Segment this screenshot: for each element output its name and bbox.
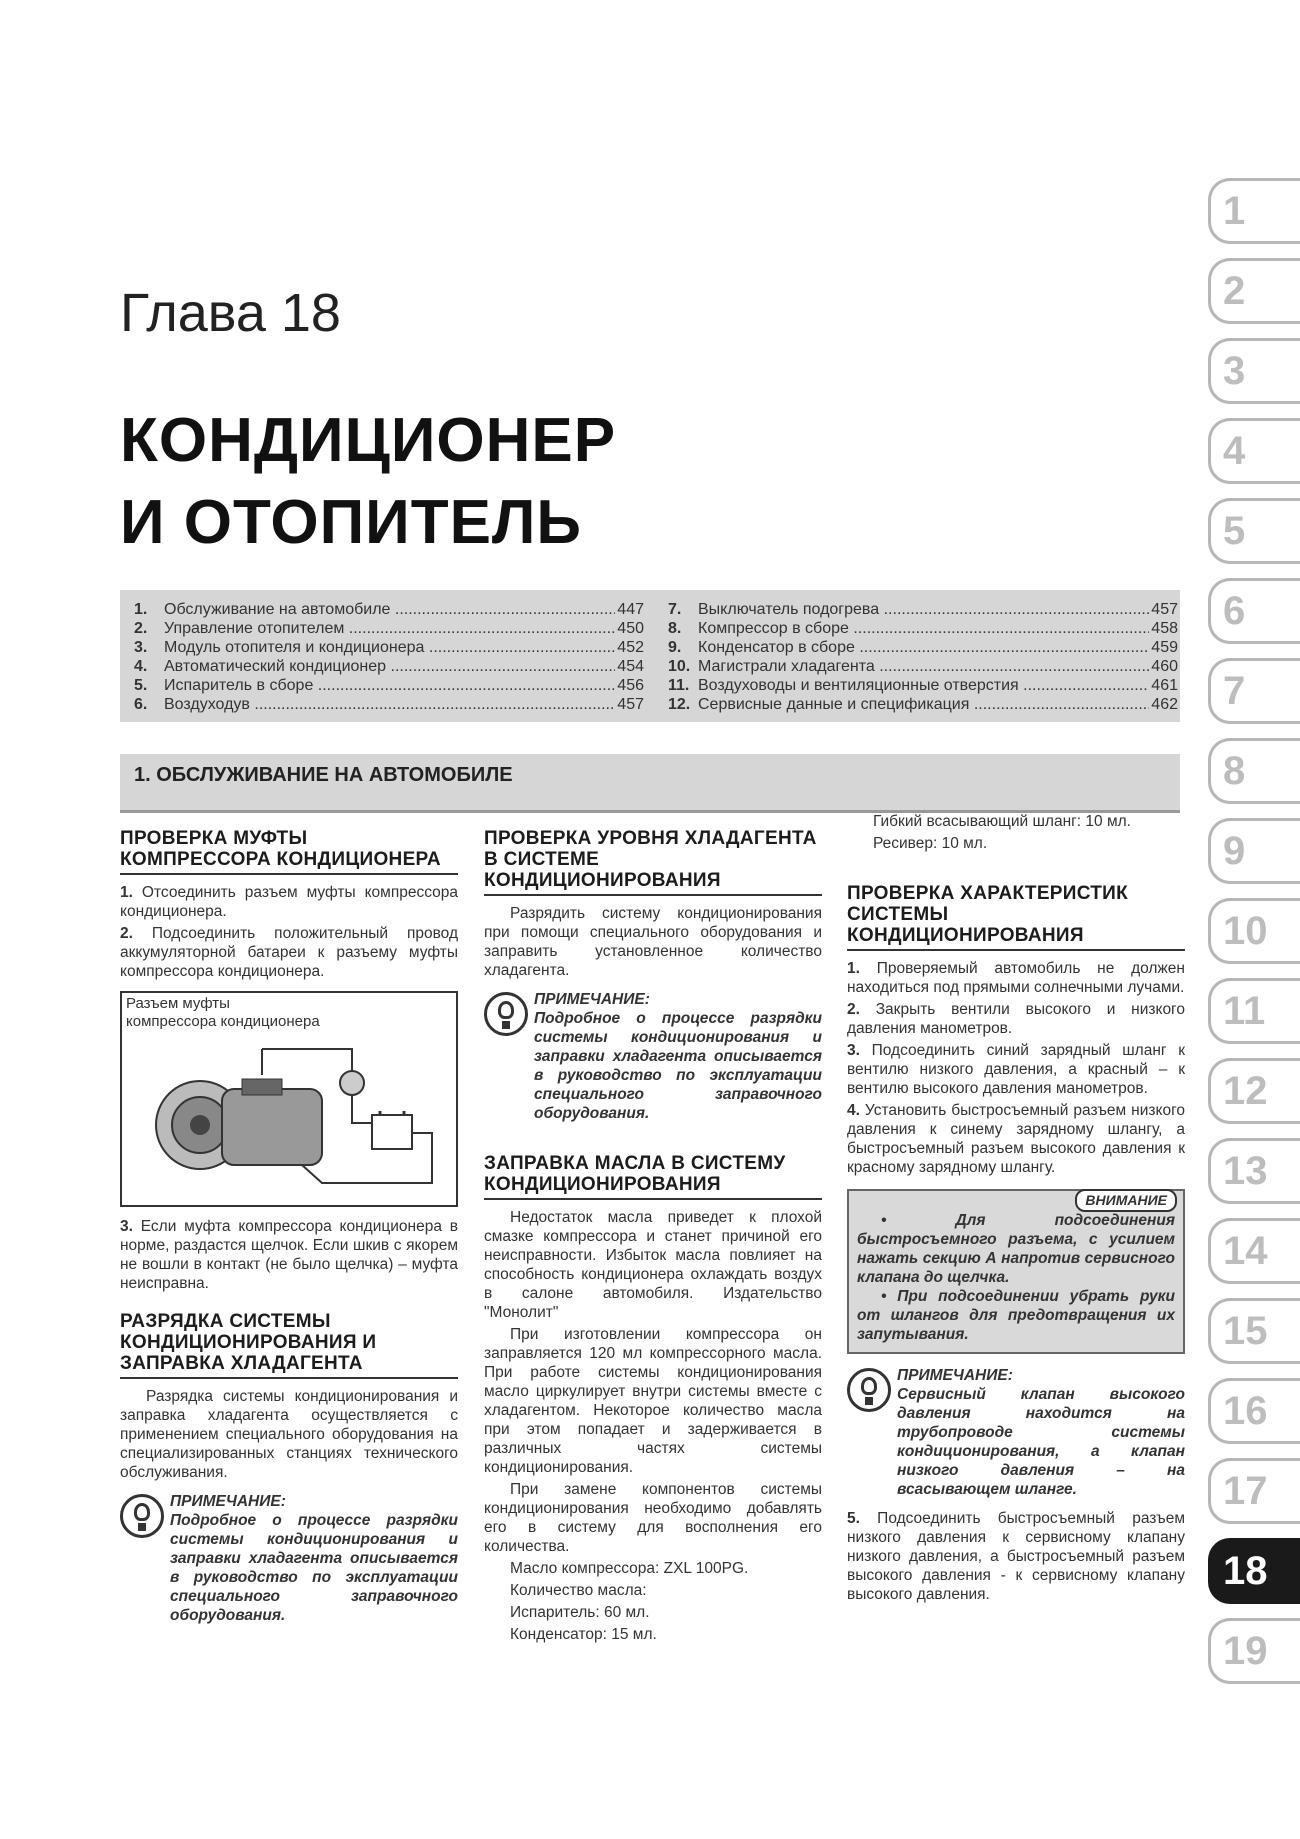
chapter-tab-4[interactable] xyxy=(1208,418,1300,484)
column-1 xyxy=(120,820,458,1635)
toc-entry-number: 1. xyxy=(134,601,148,618)
paragraph: Недостаток масла приведет к плохой смазке компрессора и станет причиной его неисправности. Избыток масла повлияет на способность кондиционера охлаждать воздух в салоне автомобиля. Издательство "Монолит" xyxy=(484,1209,822,1321)
chapter-tab-label: 10 xyxy=(1223,909,1268,953)
toc-entry-title: Компрессор в сборе ..... xyxy=(698,619,1149,638)
toc-entry-title: Магистрали хладагента ..... xyxy=(698,657,1149,676)
chapter-tab-label: 19 xyxy=(1223,1629,1268,1673)
step-number: 3. xyxy=(120,1218,133,1235)
toc-entry[interactable] xyxy=(134,657,644,676)
chapter-tab-2[interactable] xyxy=(1208,258,1300,324)
section-header xyxy=(120,754,1180,813)
toc-right-column xyxy=(668,600,1178,714)
toc-entry[interactable] xyxy=(668,676,1178,695)
figure-caption-line-1: Разъем муфты xyxy=(126,995,230,1012)
chapter-tab-label: 13 xyxy=(1223,1149,1268,1193)
step-text: Отсоединить разъем муфты компрессора кондиционера. xyxy=(120,884,459,920)
heading-refrigerant-level: ПРОВЕРКА УРОВНЯ ХЛАДАГЕНТА В СИСТЕМЕ КОНДИЦИОНИРОВАНИЯ xyxy=(484,828,822,896)
chapter-tab-3[interactable] xyxy=(1208,338,1300,404)
toc-entry-number: 3. xyxy=(134,639,148,656)
spec-line: Ресивер: 10 мл. xyxy=(873,835,988,852)
step-paragraph xyxy=(847,959,1185,997)
column-2 xyxy=(484,820,822,1647)
column-3 xyxy=(847,812,1185,1607)
chapter-tab-15[interactable] xyxy=(1208,1298,1300,1364)
battery xyxy=(372,1115,412,1149)
chapter-tab-7[interactable] xyxy=(1208,658,1300,724)
chapter-tab-label: 18 xyxy=(1223,1549,1268,1593)
heading-discharge: РАЗРЯДКА СИСТЕМЫ КОНДИЦИОНИРОВАНИЯ И ЗАПРАВКА ХЛАДАГЕНТА xyxy=(120,1311,458,1379)
spec-line: Масло компрессора: ZXL 100PG. xyxy=(510,1560,749,1577)
chapter-tab-label: 8 xyxy=(1223,749,1246,793)
toc-entry-number: 6. xyxy=(134,696,148,713)
note-text xyxy=(170,1492,458,1625)
toc-entry-page: 460 xyxy=(1151,658,1178,675)
step-number: 2. xyxy=(847,1001,860,1018)
chapter-tab-14[interactable] xyxy=(1208,1218,1300,1284)
step-text: Проверяемый автомобиль не должен находиться под прямыми солнечными лучами. xyxy=(847,960,1185,996)
chapter-tab-8[interactable] xyxy=(1208,738,1300,804)
toc-entry[interactable] xyxy=(668,638,1178,657)
toc-entry-number: 8. xyxy=(668,620,682,637)
spec-line: Испаритель: 60 мл. xyxy=(510,1604,650,1621)
chapter-tab-label: 2 xyxy=(1223,269,1246,313)
toc-entry-page: 458 xyxy=(1151,620,1178,637)
note-title: ПРИМЕЧАНИЕ: xyxy=(534,991,650,1008)
toc-entry-page: 457 xyxy=(1151,601,1178,618)
note-body: Сервисный клапан высокого давления находится на трубопроводе системы кондиционирования, а клапан низкого давления – на всасывающем шланге. xyxy=(897,1386,1185,1498)
toc-entry-number: 7. xyxy=(668,601,682,618)
step-paragraph xyxy=(847,1000,1185,1038)
paragraph: Разрядить систему кондиционирования при помощи специального оборудования и заправить установленное количество хладагента. xyxy=(484,905,822,979)
toc-entry-title: Сервисные данные и спецификация ..... xyxy=(698,695,1149,714)
compressor-illustration xyxy=(122,993,456,1205)
toc-entry-number: 5. xyxy=(134,677,148,694)
step-number: 4. xyxy=(847,1102,860,1119)
chapter-tab-label: 17 xyxy=(1223,1469,1268,1513)
toc-entry-page: 447 xyxy=(617,601,644,618)
paragraph: Разрядка системы кондиционирования и заправка хладагента осуществляется с применением специального оборудования на специализированных станциях технического обслуживания. xyxy=(120,1388,458,1481)
toc-entry-number: 4. xyxy=(134,658,148,675)
note-box xyxy=(120,1492,458,1625)
step-paragraph xyxy=(847,1101,1185,1177)
wire xyxy=(262,1049,352,1071)
warning-text: • При подсоединении убрать руки от шлангов для предотвращения их запутывания. xyxy=(857,1288,1175,1343)
figure-caption-line-2: компрессора кондиционера xyxy=(126,1013,320,1030)
toc-entry-page: 461 xyxy=(1151,677,1178,694)
toc-entry[interactable] xyxy=(134,638,644,657)
toc-entry-page: 450 xyxy=(617,620,644,637)
toc-entry[interactable] xyxy=(134,695,644,714)
toc-entry-title: Воздуховоды и вентиляционные отверстия ..... xyxy=(698,676,1149,695)
chapter-tab-19[interactable] xyxy=(1208,1618,1300,1684)
warning-label: ВНИМАНИЕ xyxy=(1075,1189,1177,1212)
step-number: 1. xyxy=(847,960,860,977)
table-of-contents xyxy=(120,590,1180,722)
toc-entry-title: Конденсатор в сборе ..... xyxy=(698,638,1149,657)
step-number: 3. xyxy=(847,1042,860,1059)
spec-line: Гибкий всасывающий шланг: 10 мл. xyxy=(873,813,1131,830)
chapter-tab-label: 15 xyxy=(1223,1309,1268,1353)
chapter-tab-label: 14 xyxy=(1223,1229,1268,1273)
note-text xyxy=(897,1366,1185,1499)
compressor-figure xyxy=(120,991,458,1207)
toc-entry-number: 10. xyxy=(668,658,691,675)
chapter-tab-13[interactable] xyxy=(1208,1138,1300,1204)
toc-entry-title: Модуль отопителя и кондиционера ..... xyxy=(164,638,615,657)
toc-entry-page: 456 xyxy=(617,677,644,694)
chapter-tab-label: 5 xyxy=(1223,509,1246,553)
note-title: ПРИМЕЧАНИЕ: xyxy=(897,1367,1013,1384)
step-paragraph xyxy=(847,1509,1185,1604)
toc-entry-title: Выключатель подогрева ..... xyxy=(698,600,1149,619)
toc-entry-page: 459 xyxy=(1151,639,1178,656)
chapter-title-line-2: И ОТОПИТЕЛЬ xyxy=(120,488,582,557)
toc-entry-page: 457 xyxy=(617,696,644,713)
compressor-connector xyxy=(242,1079,282,1095)
lightbulb-icon xyxy=(484,992,528,1036)
chapter-tab-6[interactable] xyxy=(1208,578,1300,644)
chapter-tab-label: 11 xyxy=(1223,989,1266,1033)
warning-text: • Для подсоединения быстросъемного разъема, с усилием нажать секцию А напротив сервисного клапана до щелчка. xyxy=(857,1212,1175,1286)
heading-performance-check: ПРОВЕРКА ХАРАКТЕРИСТИК СИСТЕМЫ КОНДИЦИОНИРОВАНИЯ xyxy=(847,883,1185,951)
chapter-tabs xyxy=(1208,178,1300,1698)
chapter-title xyxy=(120,400,616,564)
lightbulb-icon xyxy=(847,1368,891,1412)
chapter-tab-16[interactable] xyxy=(1208,1378,1300,1444)
step-number: 1. xyxy=(120,884,133,901)
chapter-tab-label: 12 xyxy=(1223,1069,1268,1113)
chapter-label: Глава 18 xyxy=(120,283,341,343)
toc-entry-title: Испаритель в сборе ..... xyxy=(164,676,615,695)
chapter-tab-5[interactable] xyxy=(1208,498,1300,564)
toc-entry-number: 9. xyxy=(668,639,682,656)
chapter-tab-label: 3 xyxy=(1223,349,1246,393)
toc-entry[interactable] xyxy=(134,676,644,695)
chapter-tab-12[interactable] xyxy=(1208,1058,1300,1124)
chapter-tab-label: 6 xyxy=(1223,589,1246,633)
fuse xyxy=(340,1071,364,1095)
chapter-tab-label: 1 xyxy=(1223,189,1246,233)
toc-entry-number: 11. xyxy=(668,677,690,694)
step-paragraph xyxy=(120,1217,458,1293)
paragraph: При замене компонентов системы кондиционирования необходимо добавлять его в систему для восполнения его количества. xyxy=(484,1481,822,1555)
lightbulb-icon xyxy=(120,1494,164,1538)
step-number: 2. xyxy=(120,925,133,942)
chapter-tab-label: 4 xyxy=(1223,429,1246,473)
chapter-tab-11[interactable] xyxy=(1208,978,1300,1044)
toc-entry[interactable] xyxy=(668,600,1178,619)
step-paragraph xyxy=(120,883,458,921)
chapter-tab-9[interactable] xyxy=(1208,818,1300,884)
chapter-tab-10[interactable] xyxy=(1208,898,1300,964)
step-text: Подсоединить синий зарядный шланг к вентилю низкого давления, а красный – к вентилю высокого давления манометров. xyxy=(847,1042,1185,1097)
toc-entry-page: 462 xyxy=(1151,696,1178,713)
warning-box xyxy=(847,1189,1185,1354)
paragraph: При изготовлении компрессора он заправляется 120 мл компрессорного масла. При работе системы кондиционирования масло циркулирует внутри системы вместе с хладагентом. Некоторое количество масла при этом попадает и задерживается в различных частях системы кондиционирования. xyxy=(484,1326,822,1476)
step-text: Если муфта компрессора кондиционера в норме, раздастся щелчок. Если шкив с якорем не вошли в контакт (не было щелчка) – муфта неисправна. xyxy=(120,1218,458,1292)
note-box xyxy=(484,990,822,1123)
toc-entry-title: Автоматический кондиционер ..... xyxy=(164,657,615,676)
toc-entry[interactable] xyxy=(668,695,1178,714)
spec-line: Конденсатор: 15 мл. xyxy=(510,1626,657,1643)
toc-entry-page: 452 xyxy=(617,639,644,656)
section-title: 1. ОБСЛУЖИВАНИЕ НА АВТОМОБИЛЕ xyxy=(134,764,513,786)
toc-entry-number: 12. xyxy=(668,696,691,713)
step-paragraph xyxy=(847,1041,1185,1098)
chapter-tab-1[interactable] xyxy=(1208,178,1300,244)
chapter-tab-18[interactable] xyxy=(1208,1538,1300,1604)
toc-entry[interactable] xyxy=(668,619,1178,638)
spec-line: Количество масла: xyxy=(510,1582,647,1599)
toc-entry-number: 2. xyxy=(134,620,148,637)
step-text: Подсоединить положительный провод аккумуляторной батареи к разъему муфты компрессора кондиционера. xyxy=(120,925,459,980)
step-number: 5. xyxy=(847,1510,860,1527)
toc-entry[interactable] xyxy=(134,619,644,638)
note-text xyxy=(534,990,822,1123)
chapter-tab-label: 9 xyxy=(1223,829,1246,873)
wire xyxy=(352,1095,372,1123)
note-title: ПРИМЕЧАНИЕ: xyxy=(170,1493,286,1510)
note-body: Подробное о процессе разрядки системы кондиционирования и заправки хладагента описывается в руководство по эксплуатации специального заправочного оборудования. xyxy=(534,1010,822,1122)
step-text: Установить быстросъемный разъем низкого давления к синему зарядному шлангу, а быстросъемный разъем высокого давления к красному зарядному шлангу. xyxy=(847,1102,1185,1176)
compressor-body xyxy=(222,1089,322,1165)
note-body: Подробное о процессе разрядки системы кондиционирования и заправки хладагента описывается в руководство по эксплуатации специального заправочного оборудования. xyxy=(170,1512,458,1624)
chapter-tab-label: 16 xyxy=(1223,1389,1268,1433)
chapter-title-line-1: КОНДИЦИОНЕР xyxy=(120,406,617,475)
heading-oil-refill: ЗАПРАВКА МАСЛА В СИСТЕМУ КОНДИЦИОНИРОВАНИЯ xyxy=(484,1153,822,1200)
heading-clutch-check: ПРОВЕРКА МУФТЫ КОМПРЕССОРА КОНДИЦИОНЕРА xyxy=(120,828,458,875)
toc-entry-page: 454 xyxy=(617,658,644,675)
step-text: Подсоединить быстросъемный разъем низкого давления к сервисному клапану низкого давления, а быстросъемный разъем высокого давления - к сервисному клапану высокого давления. xyxy=(847,1510,1185,1603)
toc-entry-title: Воздуходув ..... xyxy=(164,695,615,714)
toc-entry-title: Обслуживание на автомобиле ..... xyxy=(164,600,615,619)
toc-left-column xyxy=(134,600,644,714)
toc-entry[interactable] xyxy=(134,600,644,619)
step-text: Закрыть вентили высокого и низкого давления манометров. xyxy=(847,1001,1185,1037)
toc-entry[interactable] xyxy=(668,657,1178,676)
toc-entry-title: Управление отопителем ..... xyxy=(164,619,615,638)
step-paragraph xyxy=(120,924,458,981)
note-box xyxy=(847,1366,1185,1499)
compressor-shaft xyxy=(190,1115,210,1135)
chapter-tab-17[interactable] xyxy=(1208,1458,1300,1524)
chapter-tab-label: 7 xyxy=(1223,669,1246,713)
